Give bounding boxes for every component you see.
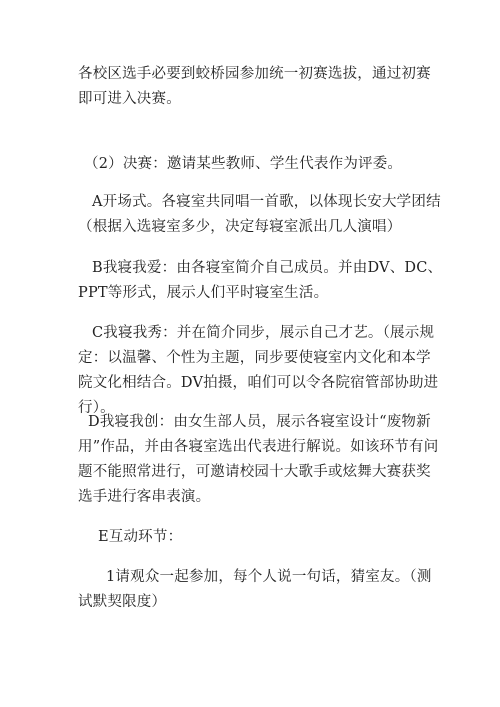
paragraph-final-judges: （2）决赛：邀请某些教师、学生代表作为评委。	[84, 156, 403, 172]
paragraph-preliminary: 各校区选手必要到蛟桥园参加统一初赛选拔，通过初赛即可进入决赛。	[78, 66, 431, 107]
paragraph-opening: A开场式。各寝室共同唱一首歌，以体现长安大学团结（根据入选寝室多少，决定每寝室派出几人演唱）	[78, 194, 441, 235]
paragraph-dorm-show: C我寝我秀：并在简介同步，展示自己才艺。（展示规定：以温馨、个性为主题，同步要使寝室内文化和本学院文化相结合。DV拍摄，咱们可以令各院宿管部协助进行）。	[78, 325, 439, 416]
paragraph-interaction-heading: E互动环节：	[98, 529, 183, 545]
paragraph-interaction-item-1: 1请观众一起参加，每个人说一句话，猜室友。（测试默契限度）	[78, 569, 432, 610]
paragraph-dorm-create: D我寝我创：由女生部人员，展示各寝室设计“废物新用”作品，并由各寝室选出代表进行解说。如该环节有问题不能照常进行，可邀请校园十大歌手或炫舞大赛获奖选手进行客串表演。	[78, 414, 439, 505]
paragraph-dorm-love: B我寝我爱：由各寝室简介自己成员。并由DV、DC、PPT等形式，展示人们平时寝室生活。	[78, 260, 443, 301]
